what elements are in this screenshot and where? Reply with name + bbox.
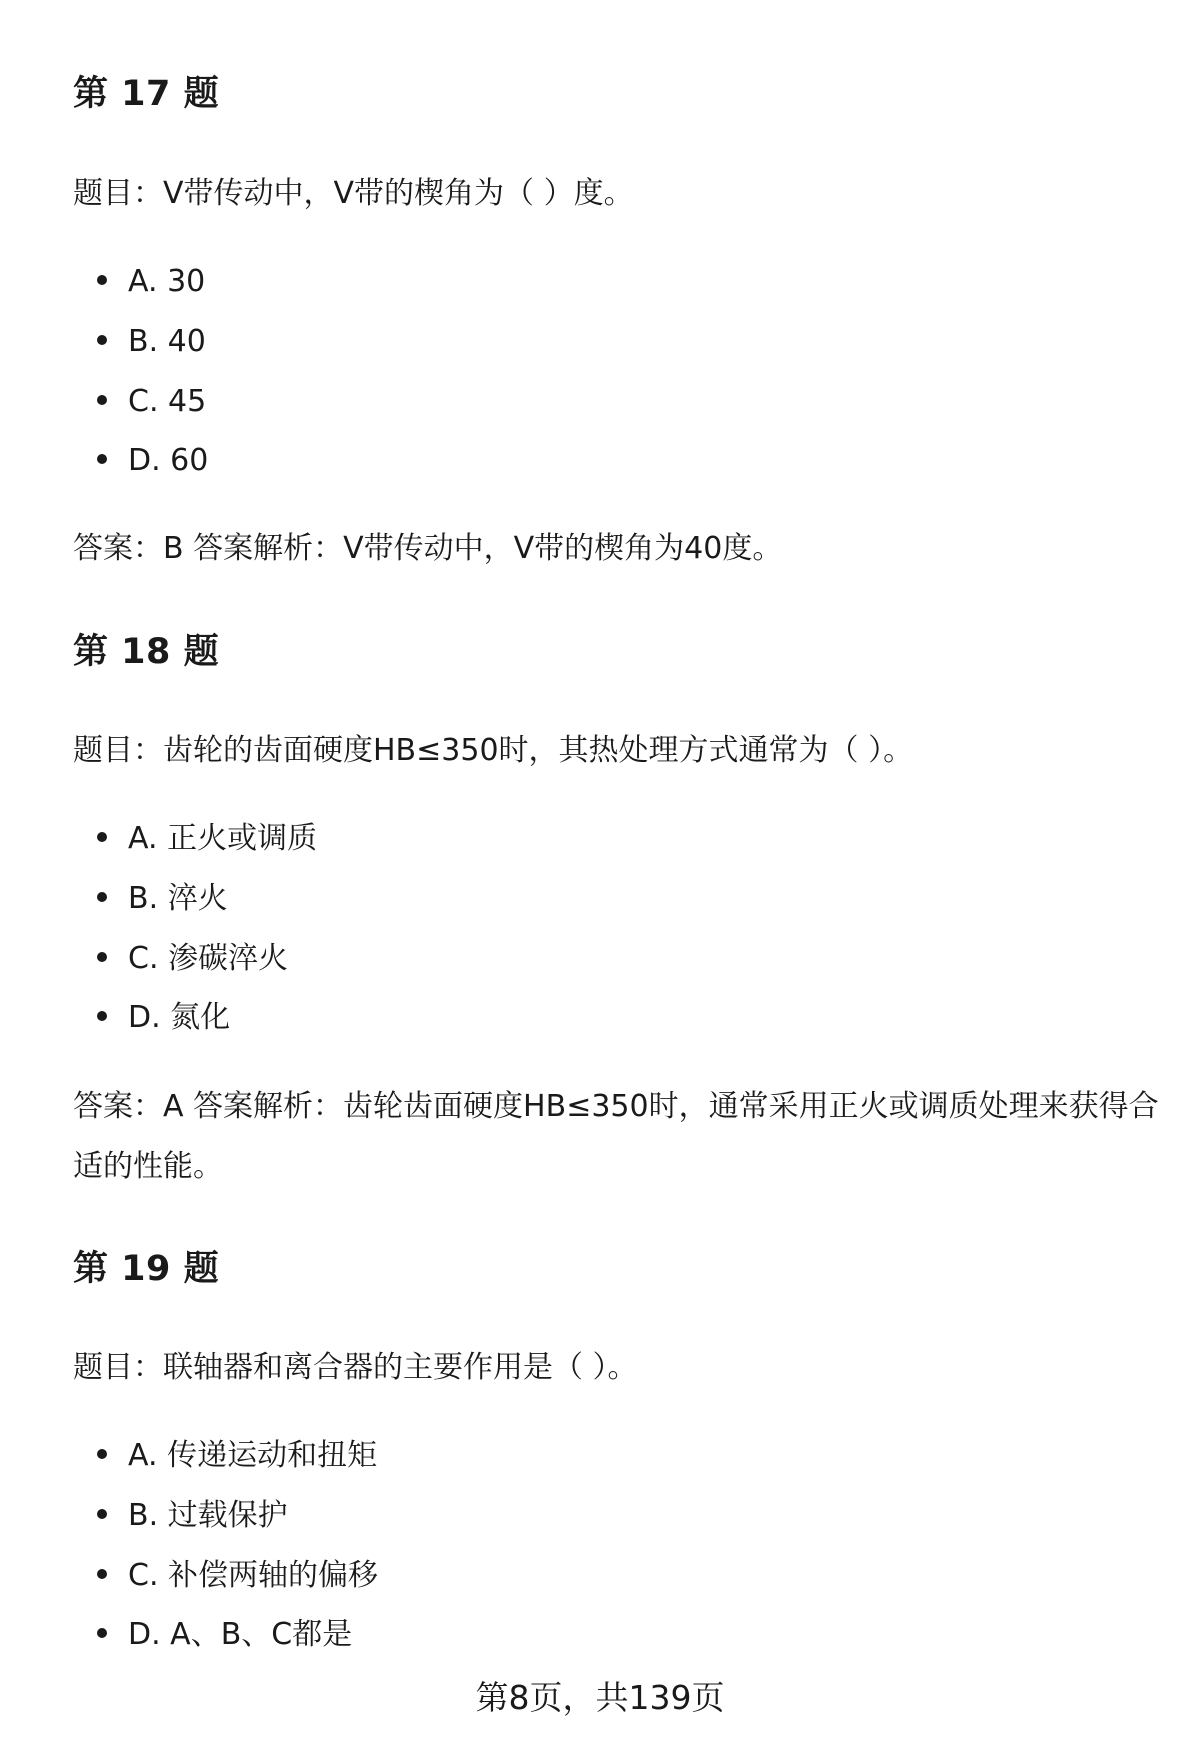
bullet-icon xyxy=(97,454,107,464)
bullet-icon xyxy=(97,1569,107,1579)
question-19-text: 题目：联轴器和离合器的主要作用是（ ）。 xyxy=(73,1350,638,1385)
question-19-option-a: A. 传递运动和扭矩 xyxy=(97,1436,377,1476)
question-18-option-a: A. 正火或调质 xyxy=(97,819,317,859)
question-17-option-c: C. 45 xyxy=(97,382,206,422)
bullet-icon xyxy=(97,275,107,285)
question-18-text: 题目：齿轮的齿面硬度HB≤350时，其热处理方式通常为（ ）。 xyxy=(73,733,914,768)
question-19-option-b: B. 过载保护 xyxy=(97,1496,288,1536)
question-18-option-d: D. 氮化 xyxy=(97,998,230,1038)
question-18-title: 第 18 题 xyxy=(73,632,220,672)
bullet-icon xyxy=(97,952,107,962)
question-18-option-c: C. 渗碳淬火 xyxy=(97,939,288,979)
question-19-title: 第 19 题 xyxy=(73,1249,220,1289)
question-17-answer: 答案：B 答案解析：V带传动中，V带的楔角为40度。 xyxy=(73,531,783,566)
question-17-option-a: A. 30 xyxy=(97,262,205,302)
question-19-option-c: C. 补偿两轴的偏移 xyxy=(97,1556,378,1596)
bullet-icon xyxy=(97,1628,107,1638)
question-17-title: 第 17 题 xyxy=(73,74,220,114)
question-17-option-b: B. 40 xyxy=(97,322,206,362)
bullet-icon xyxy=(97,832,107,842)
bullet-icon xyxy=(97,1509,107,1519)
page-footer: 第8页，共139页 xyxy=(475,1678,725,1717)
bullet-icon xyxy=(97,892,107,902)
bullet-icon xyxy=(97,1011,107,1021)
question-19-option-d: D. A、B、C都是 xyxy=(97,1615,352,1655)
question-18-answer-line2: 适的性能。 xyxy=(73,1149,223,1184)
bullet-icon xyxy=(97,395,107,405)
question-18-option-b: B. 淬火 xyxy=(97,879,228,919)
question-18-answer-line1: 答案：A 答案解析：齿轮齿面硬度HB≤350时，通常采用正火或调质处理来获得合 xyxy=(73,1089,1159,1124)
question-17-text: 题目：V带传动中，V带的楔角为（ ）度。 xyxy=(73,176,634,211)
bullet-icon xyxy=(97,335,107,345)
question-17-option-d: D. 60 xyxy=(97,441,208,481)
bullet-icon xyxy=(97,1449,107,1459)
